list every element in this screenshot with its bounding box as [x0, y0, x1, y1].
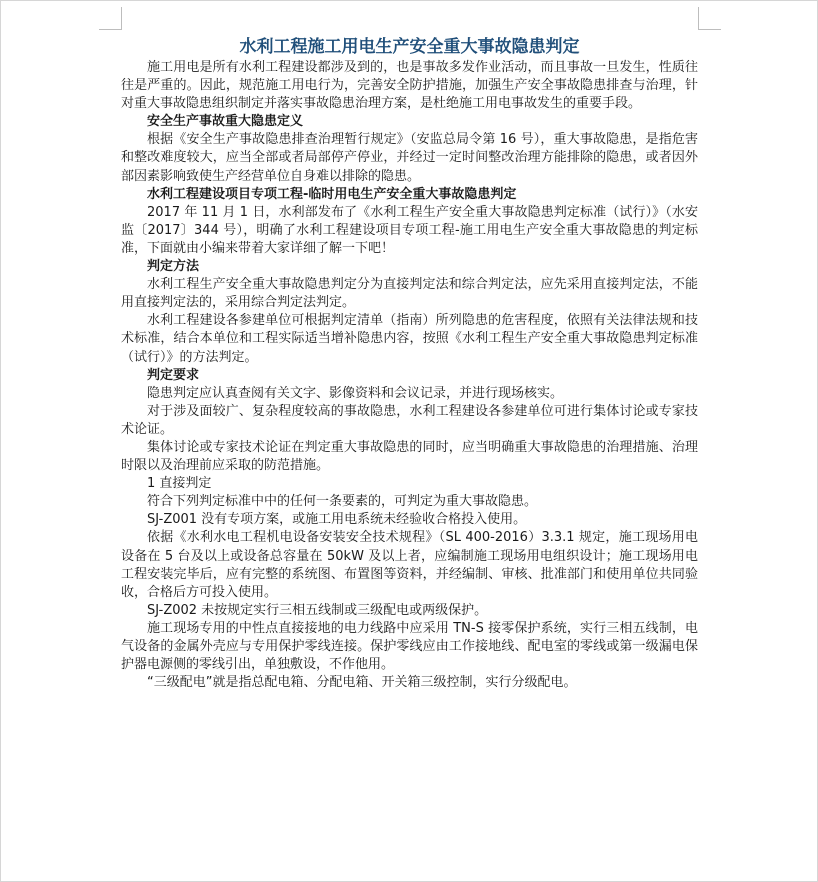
- paragraph: 符合下列判定标准中中的任何一条要素的，可判定为重大事故隐患。: [147, 494, 538, 510]
- paragraph: 根据《安全生产事故隐患排查治理暂行规定》（安监总局令第 16 号），重大事故隐患，是指危害和整改难度较大，应当全部或者局部停产停业，并经过一定时间整改治理方能排除的隐患，或者因外部因素影响致使生产经营单位自身难以排除的隐患。: [121, 132, 698, 184]
- section-heading: 水利工程建设项目专项工程-临时用电生产安全重大事故隐患判定: [147, 186, 517, 202]
- paragraph: SJ-Z002 未按规定实行三相五线制或三级配电或两级保护。: [147, 602, 488, 618]
- section-heading: 安全生产事故重大隐患定义: [147, 114, 304, 130]
- paragraph: 水利工程生产安全重大事故隐患判定分为直接判定法和综合判定法，应先采用直接判定法，不能用直接判定法的，采用综合判定法判定。: [121, 277, 698, 311]
- page-corner-mark-top-left: [99, 7, 122, 30]
- page-corner-mark-top-right: [698, 7, 721, 30]
- paragraph: 施工用电是所有水利工程建设都涉及到的，也是事故多发作业活动，而且事故一旦发生，性质往往是严重的。因此，规范施工用电行为，完善安全防护措施，加强生产安全事故隐患排查与治理，针对重大事故隐患组织制定并落实事故隐患治理方案，是杜绝施工用电事故发生的重要手段。: [121, 60, 698, 112]
- paragraph: 施工现场专用的中性点直接接地的电力线路中应采用 TN-S 接零保护系统，实行三相五线制，电气设备的金属外壳应与专用保护零线连接。保护零线应由工作接地线、配电室的零线或第一级漏电保护器电源侧的零线引出，单独敷设，不作他用。: [121, 620, 698, 673]
- section-heading: 判定方法: [147, 259, 200, 275]
- paragraph: 1 直接判定: [147, 476, 212, 492]
- paragraph: 水利工程建设各参建单位可根据判定清单（指南）所列隐患的危害程度，依照有关法律法规和技术标准，结合本单位和工程实际适当增补隐患内容，按照《水利工程生产安全重大事故隐患判定标准（试行）》的方法判定。: [121, 313, 698, 365]
- document-body: [121, 35, 698, 692]
- paragraph: 隐患判定应认真查阅有关文字、影像资料和会议记录，并进行现场核实。: [147, 385, 564, 401]
- paragraph: 集体讨论或专家技术论证在判定重大事故隐患的同时，应当明确重大事故隐患的治理措施、治理时限以及治理前应采取的防范措施。: [121, 439, 698, 474]
- document-title: 水利工程施工用电生产安全重大事故隐患判定: [239, 37, 580, 57]
- section-heading: 判定要求: [147, 367, 200, 383]
- paragraph: 2017 年 11 月 1 日，水利部发布了《水利工程生产安全重大事故隐患判定标准（试行）》（水安监〔2017〕344 号），明确了水利工程建设项目专项工程-施工用电生产安全重大事故隐患的判定标准，下面就由小编来带着大家详细了解一下吧！: [121, 204, 698, 256]
- paragraph-list: [121, 59, 698, 692]
- paragraph: 依据《水利水电工程机电设备安装安全技术规程》（SL 400-2016）3.3.1 规定，施工现场用电设备在 5 台及以上或设备总容量在 50kW 及以上者，应编制施工现场用电组织设计；施工现场用电工程安装完毕后，应有完整的系统图、布置图等资料，并经编制、审核、批准部门和使用单位共同验收，合格后方可投入使用。: [121, 530, 698, 600]
- paragraph: 对于涉及面较广、复杂程度较高的事故隐患，水利工程建设各参建单位可进行集体讨论或专家技术论证。: [121, 403, 698, 437]
- paragraph: “三级配电”就是指总配电箱、分配电箱、开关箱三级控制，实行分级配电。: [147, 675, 577, 691]
- paragraph: SJ-Z001 没有专项方案，或施工用电系统未经验收合格投入使用。: [147, 512, 527, 528]
